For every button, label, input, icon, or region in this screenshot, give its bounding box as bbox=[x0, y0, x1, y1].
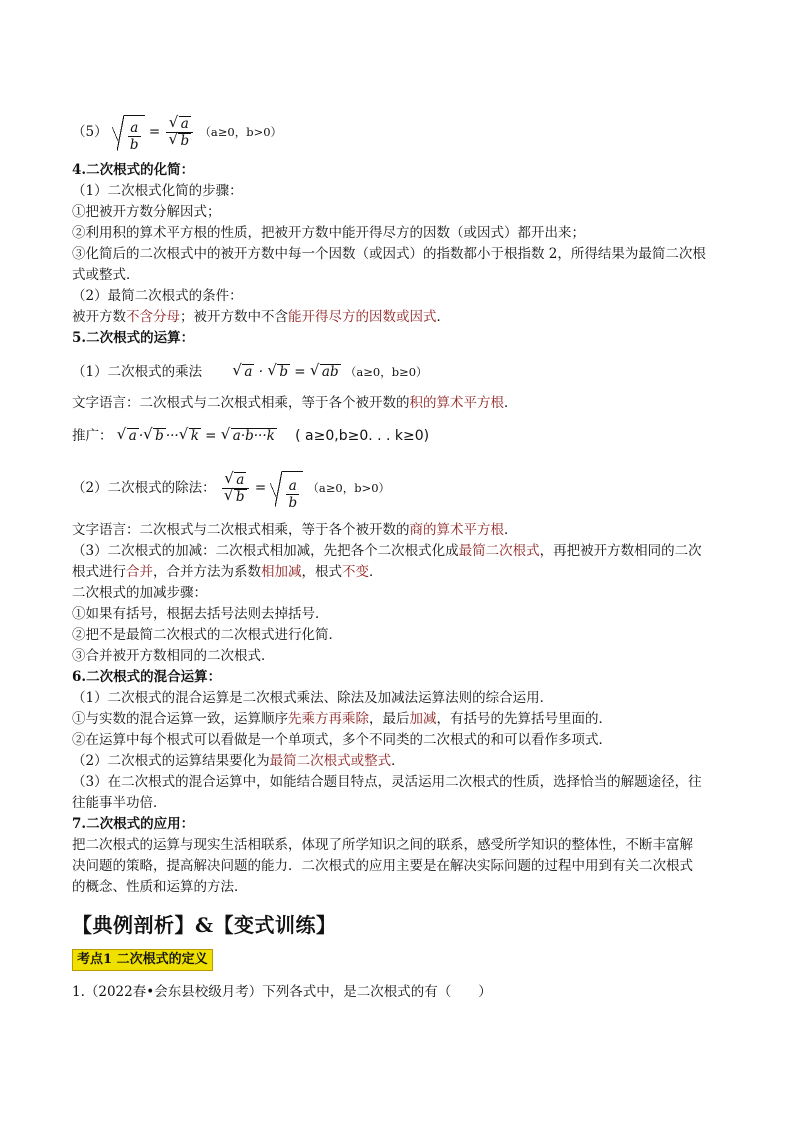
section-4-conditions bbox=[72, 307, 732, 327]
highlight: 相加减 bbox=[261, 564, 302, 580]
highlight: 能开得尽方的因数或因式 bbox=[288, 309, 437, 325]
text: 文字语言：二次根式与二次根式相乘，等于各个被开数的 bbox=[72, 395, 410, 411]
extension-label: 推广： bbox=[72, 428, 113, 444]
section-6-line-1: （1）二次根式的混合运算是二次根式乘法、除法及加减法运算法则的综合运用． bbox=[72, 690, 554, 706]
text: 文字语言：二次根式与二次根式相乘，等于各个被开数的 bbox=[72, 522, 410, 538]
multiplication-row bbox=[72, 360, 732, 384]
section-4-step3b: 式或整式． bbox=[72, 267, 140, 283]
section-4-step2: ②利用积的算术平方根的性质，把被开方数中能开得尽方的因数（或因式）都开出来； bbox=[72, 225, 585, 241]
addition-step-2: ②把不是最简二次根式的二次根式进行化简． bbox=[72, 627, 342, 643]
text: （2）二次根式的运算结果要化为 bbox=[72, 753, 270, 769]
text: ，最后 bbox=[369, 711, 410, 727]
addition-step-1: ①如果有括号，根据去括号法则去掉括号． bbox=[72, 606, 329, 622]
text: ． bbox=[369, 564, 383, 580]
text: ，再把被开方数相同的二次 bbox=[539, 543, 702, 559]
topic-tag: 考点1 二次根式的定义 bbox=[72, 949, 213, 971]
section-6-line-4 bbox=[72, 751, 732, 771]
section-6-title: 6.二次根式的混合运算： bbox=[72, 669, 222, 685]
addition-steps-title: 二次根式的加减步骤： bbox=[72, 585, 207, 601]
text: 根式进行 bbox=[72, 564, 126, 580]
section-6-line-5a: （3）在二次根式的混合运算中，如能结合题目特点，灵活运用二次根式的性质，选择恰当的解题途径，往 bbox=[72, 774, 702, 790]
text: ，有括号的先算括号里面的． bbox=[436, 711, 612, 727]
text: （3）二次根式的加减：二次根式相加减，先把各个二次根式化成 bbox=[72, 543, 459, 559]
section-6-line-5b: 往能事半功倍． bbox=[72, 795, 167, 811]
highlight: 先乘方再乘除 bbox=[288, 711, 369, 727]
division-rhs: $\frac{a}{b}$ bbox=[270, 471, 303, 507]
section-7-title: 7.二次根式的应用： bbox=[72, 816, 195, 832]
addition-step-3: ③合并被开方数相同的二次根式． bbox=[72, 648, 275, 664]
section-7-line-2: 决问题的策略，提高解决问题的能力．二次根式的应用主要是在解决实际问题的过程中用到有关二次根式 bbox=[72, 858, 693, 874]
text: ． bbox=[504, 522, 518, 538]
text: ，合并方法为系数 bbox=[153, 564, 261, 580]
formula-5-label: （5） bbox=[72, 124, 108, 140]
section-4-sub1: （1）二次根式化简的步骤： bbox=[72, 183, 243, 199]
formula-5-lhs: $\frac{a}{b}$ bbox=[112, 115, 145, 151]
text: ． bbox=[436, 309, 450, 325]
question-1: 1.（2022春•会东县校级月考）下列各式中，是二次根式的有（ ） bbox=[72, 984, 492, 1000]
text: ；被开方数中不含 bbox=[180, 309, 288, 325]
multiplication-formula: √ a · √ b = √ ab bbox=[232, 364, 345, 380]
multiplication-label: （1）二次根式的乘法 bbox=[72, 364, 203, 380]
section-7-line-3: 的概念、性质和运算的方法． bbox=[72, 879, 248, 895]
section-7-line-1: 把二次根式的运算与现实生活相联系，体现了所学知识之间的联系，感受所学知识的整体性，不断丰富解 bbox=[72, 837, 693, 853]
division-row: （2）二次根式的除法： √ a √ b = $\frac{a}{b}$ （a≥0，b>0） bbox=[72, 466, 732, 510]
highlight: 最简二次根式或整式 bbox=[269, 753, 392, 769]
examples-banner: 【典例剖析】&【变式训练】 bbox=[72, 913, 337, 937]
addition-line-1 bbox=[72, 541, 732, 561]
highlight: 合并 bbox=[126, 564, 153, 580]
highlight: 不变 bbox=[342, 564, 369, 580]
section-4-step3a: ③化简后的二次根式中的被开方数中每一个因数（或因式）的指数都小于根指数 2，所得结果为最简二次根 bbox=[72, 246, 706, 262]
multiplication-text bbox=[72, 393, 732, 413]
highlight: 不含分母 bbox=[126, 309, 180, 325]
section-5-title: 5.二次根式的运算： bbox=[72, 330, 195, 346]
section-6-line-2 bbox=[72, 709, 732, 729]
multiplication-condition: （a≥0，b≥0） bbox=[344, 365, 428, 379]
division-lhs: √ a √ b bbox=[222, 472, 249, 505]
addition-line-2 bbox=[72, 562, 732, 582]
highlight: 加减 bbox=[409, 711, 437, 727]
text: ． bbox=[391, 753, 405, 769]
highlight: 商的算术平方根 bbox=[409, 522, 504, 538]
section-6-line-3: ②在运算中每个根式可以看做是一个单项式，多个不同类的二次根式的和可以看作多项式． bbox=[72, 732, 612, 748]
text: ． bbox=[504, 395, 518, 411]
section-4-step1: ①把被开方数分解因式； bbox=[72, 204, 221, 220]
section-4-title: 4.二次根式的化简： bbox=[72, 162, 195, 178]
highlight: 最简二次根式 bbox=[458, 543, 540, 559]
formula-5-row: （5） $\frac{a}{b}$ = √ a √ b （a≥0，b>0） bbox=[72, 112, 732, 152]
division-condition: （a≥0，b>0） bbox=[307, 481, 391, 495]
division-text bbox=[72, 520, 732, 540]
text: ，根式 bbox=[301, 564, 342, 580]
section-4-sub2: （2）最简二次根式的条件： bbox=[72, 288, 243, 304]
text: ①与实数的混合运算一致，运算顺序 bbox=[72, 711, 288, 727]
text: 被开方数 bbox=[72, 309, 126, 325]
extension-row bbox=[72, 424, 732, 448]
extension-formula: √ a ·√ b ···√ k = √ a·b···k bbox=[117, 428, 281, 444]
formula-5-condition: （a≥0，b>0） bbox=[199, 125, 283, 139]
extension-condition: ( a≥0,b≥0. . . k≥0) bbox=[295, 428, 430, 444]
highlight: 积的算术平方根 bbox=[409, 395, 504, 411]
formula-5-rhs: √ a √ b bbox=[166, 116, 193, 149]
division-label: （2）二次根式的除法： bbox=[72, 480, 216, 496]
